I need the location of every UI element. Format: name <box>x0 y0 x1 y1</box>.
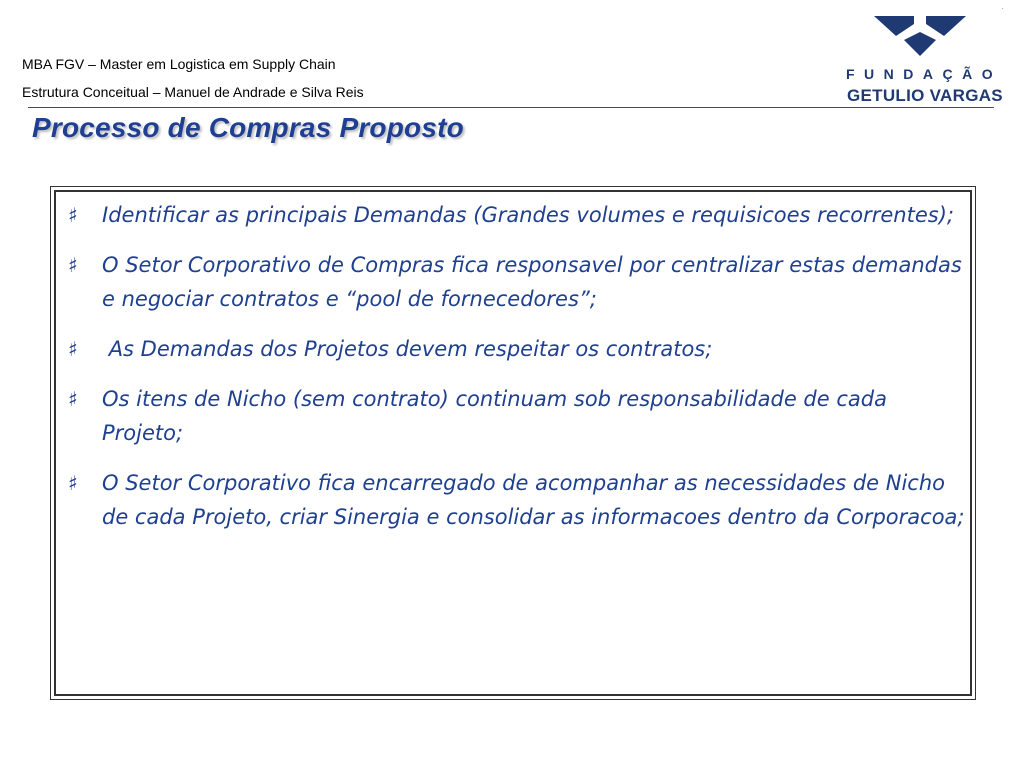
logo-text-getulio-vargas: GETULIO VARGAS <box>847 86 1003 105</box>
bullet-item <box>62 382 972 450</box>
course-subtitle: Estrutura Conceitual – Manuel de Andrade e Silva Reis <box>22 84 364 100</box>
course-title: MBA FGV – Master em Logistica em Supply Chain <box>22 56 336 72</box>
bullet-item <box>62 198 972 232</box>
logo-text-fundacao: FUNDAÇÃO <box>846 66 1003 82</box>
bullet-icon: ♯ <box>68 253 78 277</box>
bullet-icon: ♯ <box>68 337 78 361</box>
bullet-icon: ♯ <box>68 387 78 411</box>
slide-title: Processo de Compras Proposto <box>32 112 464 143</box>
bullet-list <box>62 198 972 550</box>
bullet-item <box>62 466 972 534</box>
header-divider <box>28 107 994 108</box>
fgv-logo <box>846 14 1003 106</box>
bullet-text: Identificar as principais Demandas (Grandes volumes e requisicoes recorrentes); <box>102 203 954 227</box>
corner-mark: · <box>1001 4 1004 13</box>
fgv-logo-icon <box>874 16 966 56</box>
bullet-icon: ♯ <box>68 471 78 495</box>
bullet-text: O Setor Corporativo fica encarregado de acompanhar as necessidades de Nicho de cada Projeto, criar Sinergia e consolidar as informacoes dentro da Corporacoa; <box>102 471 965 529</box>
bullet-icon: ♯ <box>68 203 78 227</box>
bullet-item <box>62 248 972 316</box>
bullet-text: O Setor Corporativo de Compras fica responsavel por centralizar estas demandas e negociar contratos e “pool de fornecedores”; <box>102 253 962 311</box>
bullet-text: Os itens de Nicho (sem contrato) continuam sob responsabilidade de cada Projeto; <box>102 387 887 445</box>
bullet-item <box>62 332 972 366</box>
bullet-text: As Demandas dos Projetos devem respeitar os contratos; <box>102 337 713 361</box>
